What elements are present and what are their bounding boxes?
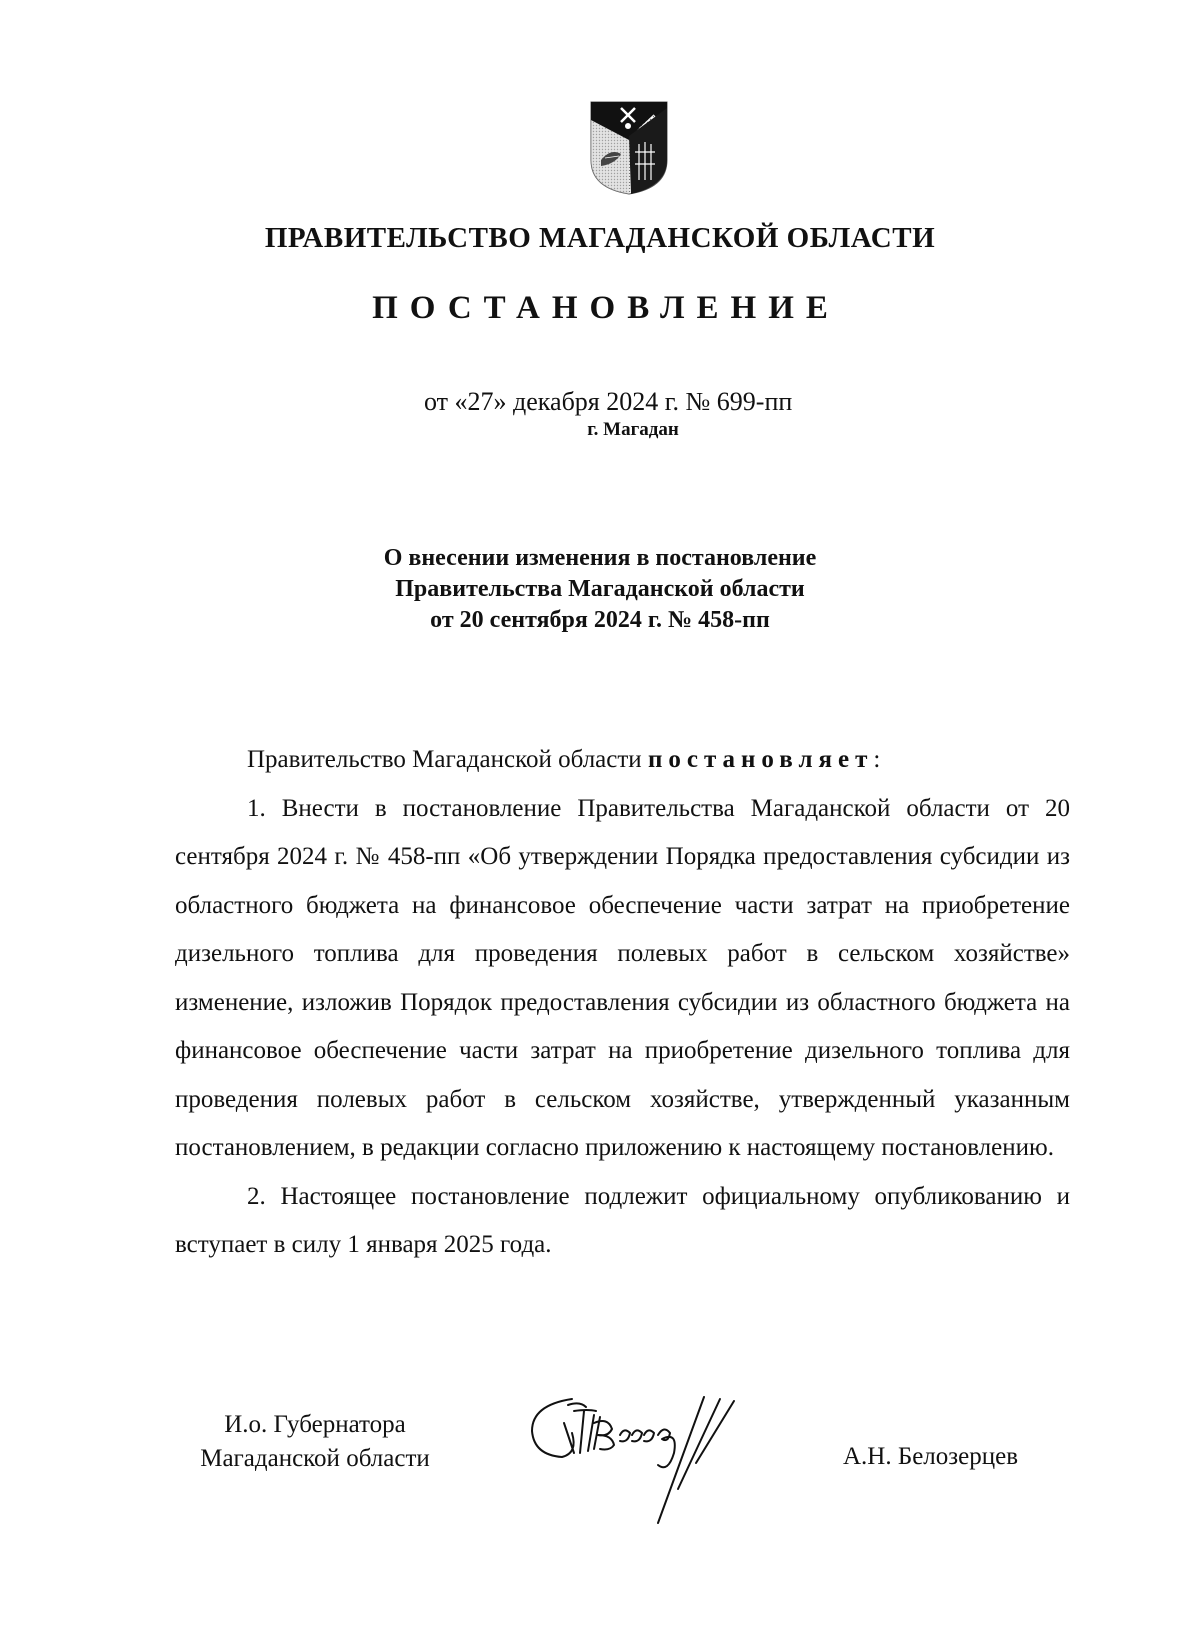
document-body: [175, 736, 1070, 1270]
intro-text: Правительство Магаданской области: [247, 746, 642, 773]
title-line-3: от 20 сентября 2024 г. № 458-пп: [430, 607, 770, 633]
document-type: ПОСТАНОВЛЕНИЕ: [372, 290, 840, 326]
signatory-position: [180, 1408, 450, 1476]
title-line-1: О внесении изменения в постановление: [383, 545, 817, 571]
government-name: ПРАВИТЕЛЬСТВО МАГАДАНСКОЙ ОБЛАСТИ: [264, 222, 936, 254]
intro-colon: :: [873, 746, 881, 773]
title-line-2: Правительства Магаданской области: [395, 576, 805, 602]
intro-decree-word: постановляет: [647, 746, 874, 773]
item-2-paragraph: 2. Настоящее постановление подлежит официальному опубликованию и вступает в силу 1 января 2025 года.: [175, 1182, 1070, 1258]
signatory-name: А.Н. Белозерцев: [843, 1443, 1019, 1470]
document-title: [0, 543, 1200, 636]
handwritten-signature-icon: [528, 1393, 763, 1528]
coat-of-arms-icon: [589, 100, 669, 196]
document-city: г. Магадан: [587, 419, 679, 440]
document-date-number: от «27» декабря 2024 г. № 699-пп: [424, 387, 793, 416]
intro-paragraph: [175, 736, 1070, 785]
position-line-2: Магаданской области: [200, 1445, 430, 1472]
position-line-1: И.о. Губернатора: [224, 1411, 406, 1438]
item-1-paragraph: 1. Внести в постановление Правительства Магаданской области от 20 сентября 2024 г. № 458-пп «Об утверждении Порядка предоставления субсидии из областного бюджета на финансовое обеспечение части затрат на приобретение дизельного топлива для проведения полевых работ в сельском хозяйстве» изменение, изложив Порядок предоставления субсидии из областного бюджета на финансовое обеспечение части затрат на приобретение дизельного топлива для проведения полевых работ в сельском хозяйстве, утвержденный указанным постановлением, в редакции согласно приложению к настоящему постановлению.: [175, 794, 1070, 1161]
